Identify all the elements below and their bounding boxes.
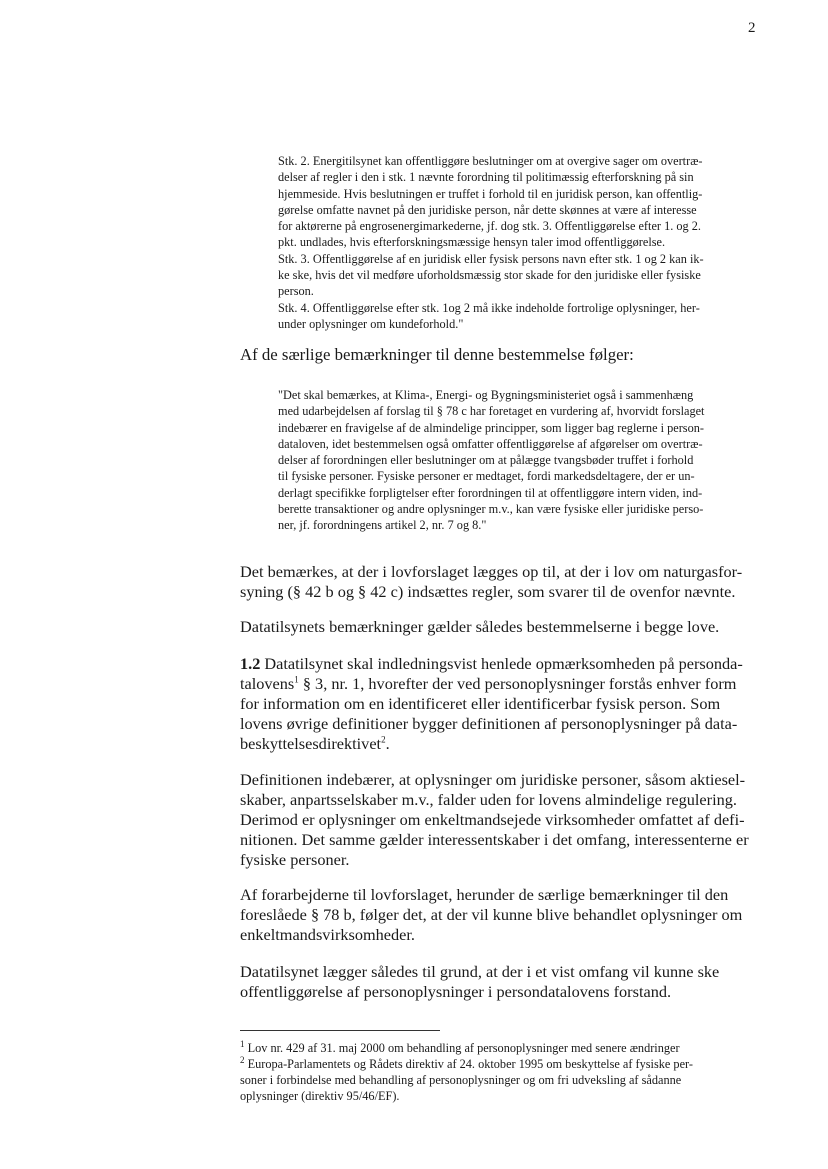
quote-line: hjemmeside. Hvis beslutningen er truffet i forhold til en juridisk person, kan offentlig- <box>278 186 703 201</box>
paragraph-text: . <box>385 734 390 753</box>
section-number: 1.2 <box>240 654 261 673</box>
page-number: 2 <box>748 20 756 36</box>
quote-line: gørelse omfatte navnet på den juridiske person, når dette skønnes at være af interesse <box>278 202 697 217</box>
paragraph-text: § 3, nr. 1, hvorefter der ved personoplysninger forstås enhver form <box>298 674 737 693</box>
paragraph-text: beskyttelsesdirektivet <box>240 734 382 753</box>
paragraph-line: fysiske personer. <box>240 850 350 869</box>
paragraph-section-1-2 <box>240 654 743 754</box>
footnote-1 <box>240 1040 693 1056</box>
paragraph-both-laws: Datatilsynets bemærkninger gælder således bestemmelserne i begge love. <box>240 617 720 636</box>
quote-line: ke ske, hvis det vil medføre uforholdsmæssig stor skade for den juridiske eller fysiske <box>278 268 701 283</box>
quote-line: under oplysninger om kundeforhold." <box>278 316 464 331</box>
paragraph-text: talovens <box>240 674 295 693</box>
quote-line: dataloven, idet bestemmelsen også omfatter offentliggørelse af afgørelser om overtræ- <box>278 436 703 451</box>
footnote-mark: 1 <box>240 1038 245 1049</box>
paragraph-line <box>240 734 743 754</box>
quote-line: for aktørerne på engrosenergimarkederne, jf. dog stk. 3. Offentliggørelse efter 1. og 2. <box>278 219 701 234</box>
quote-line: til fysiske personer. Fysiske personer er medtaget, fordi markedsdeltagere, der er un- <box>278 469 695 484</box>
paragraph-line: Af forarbejderne til lovforslaget, herunder de særlige bemærkninger til den <box>240 885 729 904</box>
footnotes <box>240 1040 693 1104</box>
footnote-2 <box>240 1056 693 1072</box>
footnote-line: oplysninger (direktiv 95/46/EF). <box>240 1089 400 1103</box>
paragraph-line: enkeltmandsvirksomheder. <box>240 925 415 944</box>
footnote-ref-2[interactable]: 2 <box>381 734 386 745</box>
footnote-mark: 2 <box>240 1054 245 1065</box>
quote-line: derlagt specifikke forpligtelser efter forordningen til at offentliggøre intern viden, ind- <box>278 485 703 500</box>
footnote-line: soner i forbindelse med behandling af personoplysninger og om fri udveksling af sådanne <box>240 1073 682 1087</box>
quote-line: ner, jf. forordningens artikel 2, nr. 7 og 8." <box>278 518 487 533</box>
quoted-remarks <box>278 387 704 534</box>
quote-line: med udarbejdelsen af forslag til § 78 c har foretaget en vurdering af, hvorvidt forslaget <box>278 404 705 419</box>
paragraph-line: Datatilsynet lægger således til grund, at der i et vist omfang vil kunne ske <box>240 962 720 981</box>
lead-in-paragraph: Af de særlige bemærkninger til denne bestemmelse følger: <box>240 345 634 364</box>
quote-line: indebærer en fravigelse af de almindelige principper, som ligger bag reglerne i person- <box>278 420 704 435</box>
footnote-separator <box>240 1030 440 1031</box>
paragraph-line <box>240 654 743 674</box>
paragraph-line: syning (§ 42 b og § 42 c) indsættes regler, som svarer til de ovenfor nævnte. <box>240 582 736 601</box>
footnote-text: Lov nr. 429 af 31. maj 2000 om behandling af personoplysninger med senere ændringer <box>244 1041 680 1055</box>
paragraph-line: skaber, anpartsselskaber m.v., falder uden for lovens almindelige regulering. <box>240 790 737 809</box>
quote-line: berette transaktioner og andre oplysninger m.v., kan være fysiske eller juridiske perso- <box>278 502 704 517</box>
paragraph-line: lovens øvrige definitioner bygger definitionen af personoplysninger på data- <box>240 714 738 733</box>
quote-line: Stk. 2. Energitilsynet kan offentliggøre beslutninger om at overgive sager om overtræ- <box>278 154 703 168</box>
footnote-text: Europa-Parlamentets og Rådets direktiv af 24. oktober 1995 om beskyttelse af fysiske per- <box>244 1057 693 1071</box>
paragraph-naturgas <box>240 562 742 602</box>
quote-line: delser af regler i den i stk. 1 nævnte forordning til politimæssig efterforskning på sin <box>278 170 694 185</box>
paragraph-line: foreslåede § 78 b, følger det, at der vil kunne blive behandlet oplysninger om <box>240 905 743 924</box>
paragraph-line: for information om en identificeret eller identificerbar fysisk person. Som <box>240 694 721 713</box>
paragraph-definition <box>240 770 749 870</box>
footnote-ref-1[interactable]: 1 <box>294 674 299 685</box>
paragraph-forarbejder <box>240 885 742 945</box>
quote-line: Stk. 3. Offentliggørelse af en juridisk eller fysisk persons navn efter stk. 1 og 2 kan ik- <box>278 251 704 266</box>
paragraph-line <box>240 674 743 694</box>
paragraph-line: nitionen. Det samme gælder interessentskaber i det omfang, interessenterne er <box>240 830 749 849</box>
paragraph-line: Definitionen indebærer, at oplysninger om juridiske personer, såsom aktiesel- <box>240 770 746 789</box>
paragraph-text: Datatilsynet skal indledningsvist henlede opmærksomheden på personda- <box>260 654 743 673</box>
quote-line: delser af forordningen eller beslutninger om at pålægge tvangsbøder truffet i forhold <box>278 453 694 468</box>
paragraph-conclusion <box>240 962 719 1002</box>
paragraph-line: Derimod er oplysninger om enkeltmandsejede virksomheder omfattet af defi- <box>240 810 745 829</box>
paragraph-line: offentliggørelse af personoplysninger i persondatalovens forstand. <box>240 982 672 1001</box>
quoted-law-text <box>278 153 704 332</box>
paragraph-line: Det bemærkes, at der i lovforslaget lægges op til, at der i lov om naturgasfor- <box>240 562 743 581</box>
quote-line: person. <box>278 284 314 299</box>
quote-line: pkt. undlades, hvis efterforskningsmæssige hensyn taler imod offentliggørelse. <box>278 235 666 250</box>
quote-line: "Det skal bemærkes, at Klima-, Energi- og Bygningsministeriet også i sammenhæng <box>278 388 694 402</box>
quote-line: Stk. 4. Offentliggørelse efter stk. 1og 2 må ikke indeholde fortrolige oplysninger, her- <box>278 300 700 315</box>
